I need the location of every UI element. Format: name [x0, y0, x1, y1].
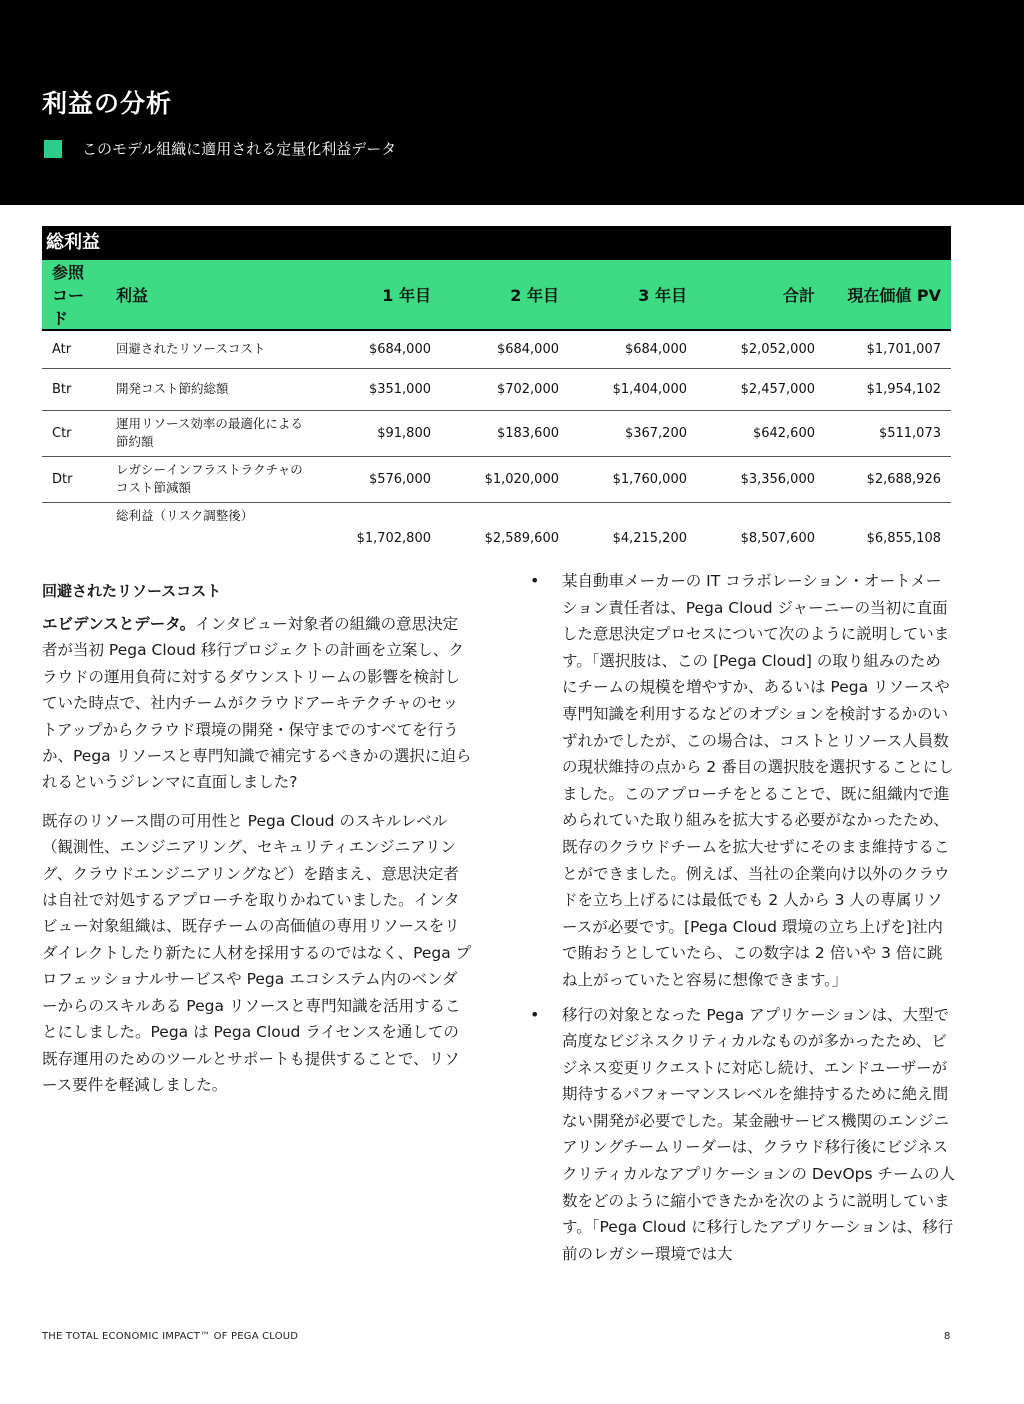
cell-year2: $702,000	[441, 368, 569, 410]
table-row	[42, 410, 951, 456]
left-column	[42, 580, 472, 1110]
bullet-icon: •	[530, 1004, 540, 1024]
cell-year3: $1,404,000	[569, 368, 697, 410]
table-row	[42, 456, 951, 502]
page-subtitle: このモデル組織に適用される定量化利益データ	[82, 140, 397, 158]
page-header	[0, 0, 1024, 205]
cell-total: $642,600	[697, 410, 825, 456]
cell-year2: $2,589,600	[484, 531, 559, 546]
cell-benefit: レガシーインフラストラクチャのコスト節減額	[106, 456, 316, 502]
section-heading: 回避されたリソースコスト	[42, 582, 222, 600]
cell-year3: $4,215,200	[612, 531, 687, 546]
cell-total: $3,356,000	[697, 456, 825, 502]
cell-benefit: 回避されたリソースコスト	[106, 330, 316, 368]
page-number: 8	[944, 1331, 951, 1342]
list-item	[530, 1002, 955, 1268]
cell-ref	[42, 502, 106, 552]
table-title: 総利益	[42, 226, 951, 260]
cell-total: $2,457,000	[697, 368, 825, 410]
cell-year2: $183,600	[441, 410, 569, 456]
green-square-icon	[44, 140, 62, 158]
evidence-text: インタビュー対象者の組織の意思決定者が当初 Pega Cloud 移行プロジェクトの計画を立案し、クラウドの運用負荷に対するダウンストリームの影響を検討していた時点で、社内チームがクラウドアーキテクチャのセットアップからクラウド環境の開発・保守までのすべてを行うか、Pega リソースと専門知識で補完するべきかの選択に迫られるというジレンマに直面しました?	[42, 615, 472, 792]
cell-ref: Atr	[42, 330, 106, 368]
cell-benefit: 開発コスト節約総額	[106, 368, 316, 410]
bullet-text: 移行の対象となった Pega アプリケーションは、大型で高度なビジネスクリティカルなものが多かったため、ビジネス変更リクエストに対応し続け、エンドユーザーが期待するパフォーマンスレベルを維持するために絶え間ない開発が必要でした。某金融サービス機関のエンジニアリングチームリーダーは、クラウド移行後にビジネスクリティカルなアプリケーションの DevOps チームの人数をどのように縮小できたかを次のように説明しています。「Pega Cloud に移行したアプリケーションは、移行前のレガシー環境では大	[562, 1005, 956, 1263]
cell-year2: $684,000	[441, 330, 569, 368]
benefits-table	[42, 226, 951, 552]
cell-pv: $1,701,007	[825, 330, 951, 368]
bullet-text: 某自動車メーカーの IT コラボレーション・オートメーション責任者は、Pega Cloud ジャーニーの当初に直面した意思決定プロセスについて次のように説明しています。「選択肢は、この [Pega Cloud] の取り組みのためにチームの規模を増やすか、あるいは Pega リソースや専門知識を利用するなどのオプションを検討するかのいずれかでしたが、この場合は、コストとリソース人員数の現状維持の点から 2 番目の選択肢を選択することにしました。このアプローチをとることで、既に組織内で進められていた取り組みを拡大する必要がなかったため、既存のクラウドチームを拡大せずにそのまま維持することができました。例えば、当社の企業向け以外のクラウドを立ち上げるには最低でも 2 人から 3 人の専属リソースが必要です。[Pega Cloud 環境の立ち上げを]社内で賄おうとしていたら、この数字は 2 倍いや 3 倍に跳ね上がっていたと容易に想像できます。」	[562, 572, 954, 989]
evidence-paragraph	[42, 611, 472, 796]
cell-pv: $1,954,102	[825, 368, 951, 410]
cell-benefit-total: 総利益（リスク調整後）	[116, 507, 254, 523]
table-header-row	[42, 260, 951, 330]
right-column	[530, 568, 955, 1275]
cell-pv: $2,688,926	[825, 456, 951, 502]
bullet-icon: •	[530, 571, 540, 590]
list-item	[530, 568, 955, 994]
col-header-ref: 参照 コード	[42, 260, 106, 330]
cell-year1: $576,000	[316, 456, 441, 502]
cell-year2: $1,020,000	[441, 456, 569, 502]
page-title: 利益の分析	[42, 89, 173, 118]
cell-total: $2,052,000	[697, 330, 825, 368]
col-header-pv: 現在価値 PV	[825, 260, 951, 330]
footer-title: THE TOTAL ECONOMIC IMPACT™ OF PEGA CLOUD	[42, 1331, 299, 1342]
cell-ref: Btr	[42, 368, 106, 410]
cell-year1: $91,800	[316, 410, 441, 456]
cell-benefit: 運用リソース効率の最適化による節約額	[106, 410, 316, 456]
cell-year3: $684,000	[569, 330, 697, 368]
cell-total: $8,507,600	[740, 531, 815, 546]
cell-ref: Ctr	[42, 410, 106, 456]
subtitle-row	[44, 138, 396, 159]
col-header-year1: 1 年目	[316, 260, 441, 330]
col-header-year2: 2 年目	[441, 260, 569, 330]
benefits-data-table	[42, 260, 951, 552]
cell-pv: $6,855,108	[866, 531, 941, 546]
table-row	[42, 368, 951, 410]
cell-year1: $1,702,800	[356, 531, 431, 546]
cell-ref: Dtr	[42, 456, 106, 502]
cell-year3: $1,760,000	[569, 456, 697, 502]
cell-year1: $684,000	[316, 330, 441, 368]
col-header-year3: 3 年目	[569, 260, 697, 330]
col-header-total: 合計	[697, 260, 825, 330]
evidence-lead: エビデンスとデータ。	[42, 615, 196, 633]
table-row	[42, 330, 951, 368]
body-paragraph: 既存のリソース間の可用性と Pega Cloud のスキルレベル（観測性、エンジニアリング、セキュリティエンジニアリング、クラウドエンジニアリングなど）を踏まえ、意思決定者は自社で対処するアプローチを取りかねていました。インタビュー対象組織は、既存チームの高価値の専用リソースをリダイレクトしたり新たに人材を採用するのではなく、Pega プロフェッショナルサービスや Pega エコシステム内のベンダーからのスキルある Pega リソースと専門知識を活用することにしました。Pega は Pega Cloud ライセンスを通しての既存運用のためのツールとサポートも提供することで、リソース要件を軽減しました。	[42, 811, 472, 1094]
table-total-row	[42, 502, 951, 552]
cell-pv: $511,073	[825, 410, 951, 456]
cell-year3: $367,200	[569, 410, 697, 456]
cell-year1: $351,000	[316, 368, 441, 410]
col-header-benefit: 利益	[106, 260, 316, 330]
